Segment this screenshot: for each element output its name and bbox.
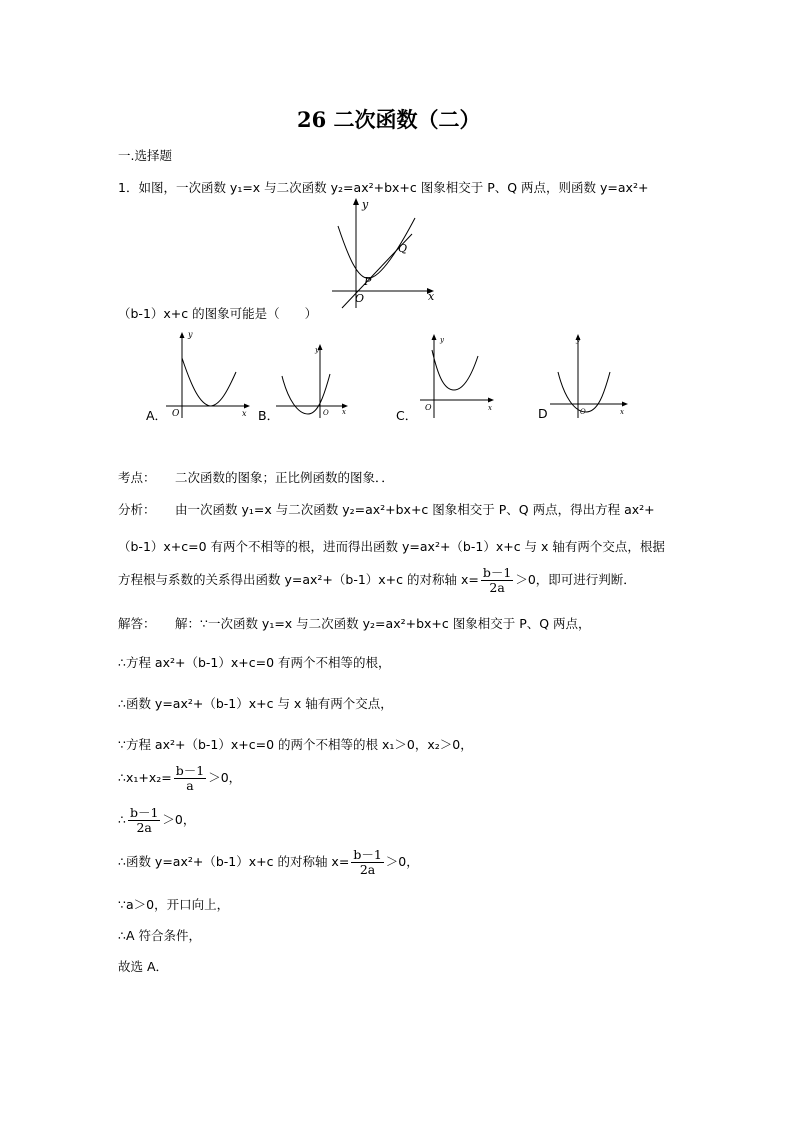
- main-graph-p-label: P: [364, 275, 372, 288]
- option-d-graph[interactable]: [548, 330, 630, 420]
- fenxi-line-1: 由一次函数 y₁=x 与二次函数 y₂=ax²+bx+c 图象相交于 P、Q 两点，得出方程 ax²+: [175, 502, 655, 517]
- option-c-graph[interactable]: [414, 330, 496, 420]
- jieda-line-7: ∴函数 y=ax²+（b-1）x+c 的对称轴 x= $\frac{b-1}{2a}$ ＞0，: [118, 847, 419, 877]
- jieda-line-2: ∴方程 ax²+（b-1）x+c=0 有两个不相等的根，: [118, 655, 391, 670]
- option-c-label[interactable]: C．: [396, 408, 418, 423]
- fraction-b1-2a: $\frac{b-1}{2a}$: [353, 847, 382, 877]
- fenxi-line-3-pre: 方程根与系数的关系得出函数 y=ax²+（b-1）x+c 的对称轴 x=: [118, 572, 479, 587]
- jieda-line-5: ∴x₁+x₂= $\frac{b-1}{a}$ ＞0，: [118, 763, 242, 793]
- kaodian-text: 二次函数的图象；正比例函数的图象．．: [175, 470, 394, 485]
- option-d-origin: O: [580, 408, 586, 416]
- option-b-label[interactable]: B．: [258, 408, 280, 423]
- section-heading: 一.选择题: [118, 148, 172, 163]
- option-b-origin: O: [323, 409, 329, 417]
- option-d-label[interactable]: D: [538, 406, 548, 421]
- jieda-line-9: ∴A 符合条件，: [118, 928, 201, 943]
- page-title: 26 二次函数（二）: [297, 107, 481, 132]
- option-d-y-label: y: [576, 336, 580, 344]
- option-d-x-label: x: [620, 408, 624, 416]
- option-b-y-label: y: [315, 346, 319, 354]
- option-a-x-label: x: [242, 409, 247, 418]
- option-c-x-label: x: [488, 404, 492, 412]
- fenxi-label: 分析：: [118, 502, 156, 517]
- option-c-origin: O: [425, 403, 432, 412]
- jieda-line-3: ∴函数 y=ax²+（b-1）x+c 与 x 轴有两个交点，: [118, 696, 393, 711]
- fraction-b1-2a: $\frac{b-1}{2a}$: [482, 565, 512, 595]
- jieda-label: 解答：: [118, 616, 156, 631]
- jieda-line-4: ∵方程 ax²+（b-1）x+c=0 的两个不相等的根 x₁＞0，x₂＞0，: [118, 737, 473, 752]
- option-a-graph[interactable]: [162, 328, 252, 420]
- option-c-y-label: y: [440, 336, 444, 344]
- jieda-line-6: ∴ $\frac{b-1}{2a}$ ＞0，: [118, 805, 196, 835]
- question-line-2: （b-1）x+c 的图象可能是（ ）: [118, 306, 318, 321]
- main-graph-origin-label: O: [355, 292, 365, 305]
- fenxi-line-2: （b-1）x+c=0 有两个不相等的根，进而得出函数 y=ax²+（b-1）x+c 与 x 轴有两个交点，根据: [118, 539, 665, 554]
- fraction-b1-2a: $\frac{b-1}{2a}$: [129, 805, 159, 835]
- main-graph-q-label: Q: [398, 242, 408, 255]
- kaodian-label: 考点：: [118, 470, 156, 485]
- option-a-label[interactable]: A．: [146, 408, 168, 423]
- fenxi-line-3: [118, 566, 636, 595]
- main-graph-x-label: x: [428, 290, 435, 303]
- fenxi-line-3-post: ＞0，即可进行判断．: [515, 572, 636, 587]
- question-line-1: 1．如图，一次函数 y₁=x 与二次函数 y₂=ax²+bx+c 图象相交于 P、Q 两点，则函数 y=ax²+: [118, 180, 649, 195]
- option-b-graph[interactable]: [274, 340, 352, 420]
- jieda-line-8: ∵a＞0，开口向上，: [118, 897, 230, 912]
- jieda-line-10: 故选 A．: [118, 959, 169, 974]
- fraction-b1-a: $\frac{b-1}{a}$: [175, 763, 205, 793]
- main-graph-y-label: y: [362, 198, 369, 211]
- jieda-line-1: 解：∵一次函数 y₁=x 与二次函数 y₂=ax²+bx+c 图象相交于 P、Q 两点，: [175, 616, 591, 631]
- option-a-origin: O: [172, 409, 180, 419]
- option-a-y-label: y: [188, 330, 193, 339]
- main-graph: [320, 196, 442, 314]
- option-b-x-label: x: [342, 408, 346, 416]
